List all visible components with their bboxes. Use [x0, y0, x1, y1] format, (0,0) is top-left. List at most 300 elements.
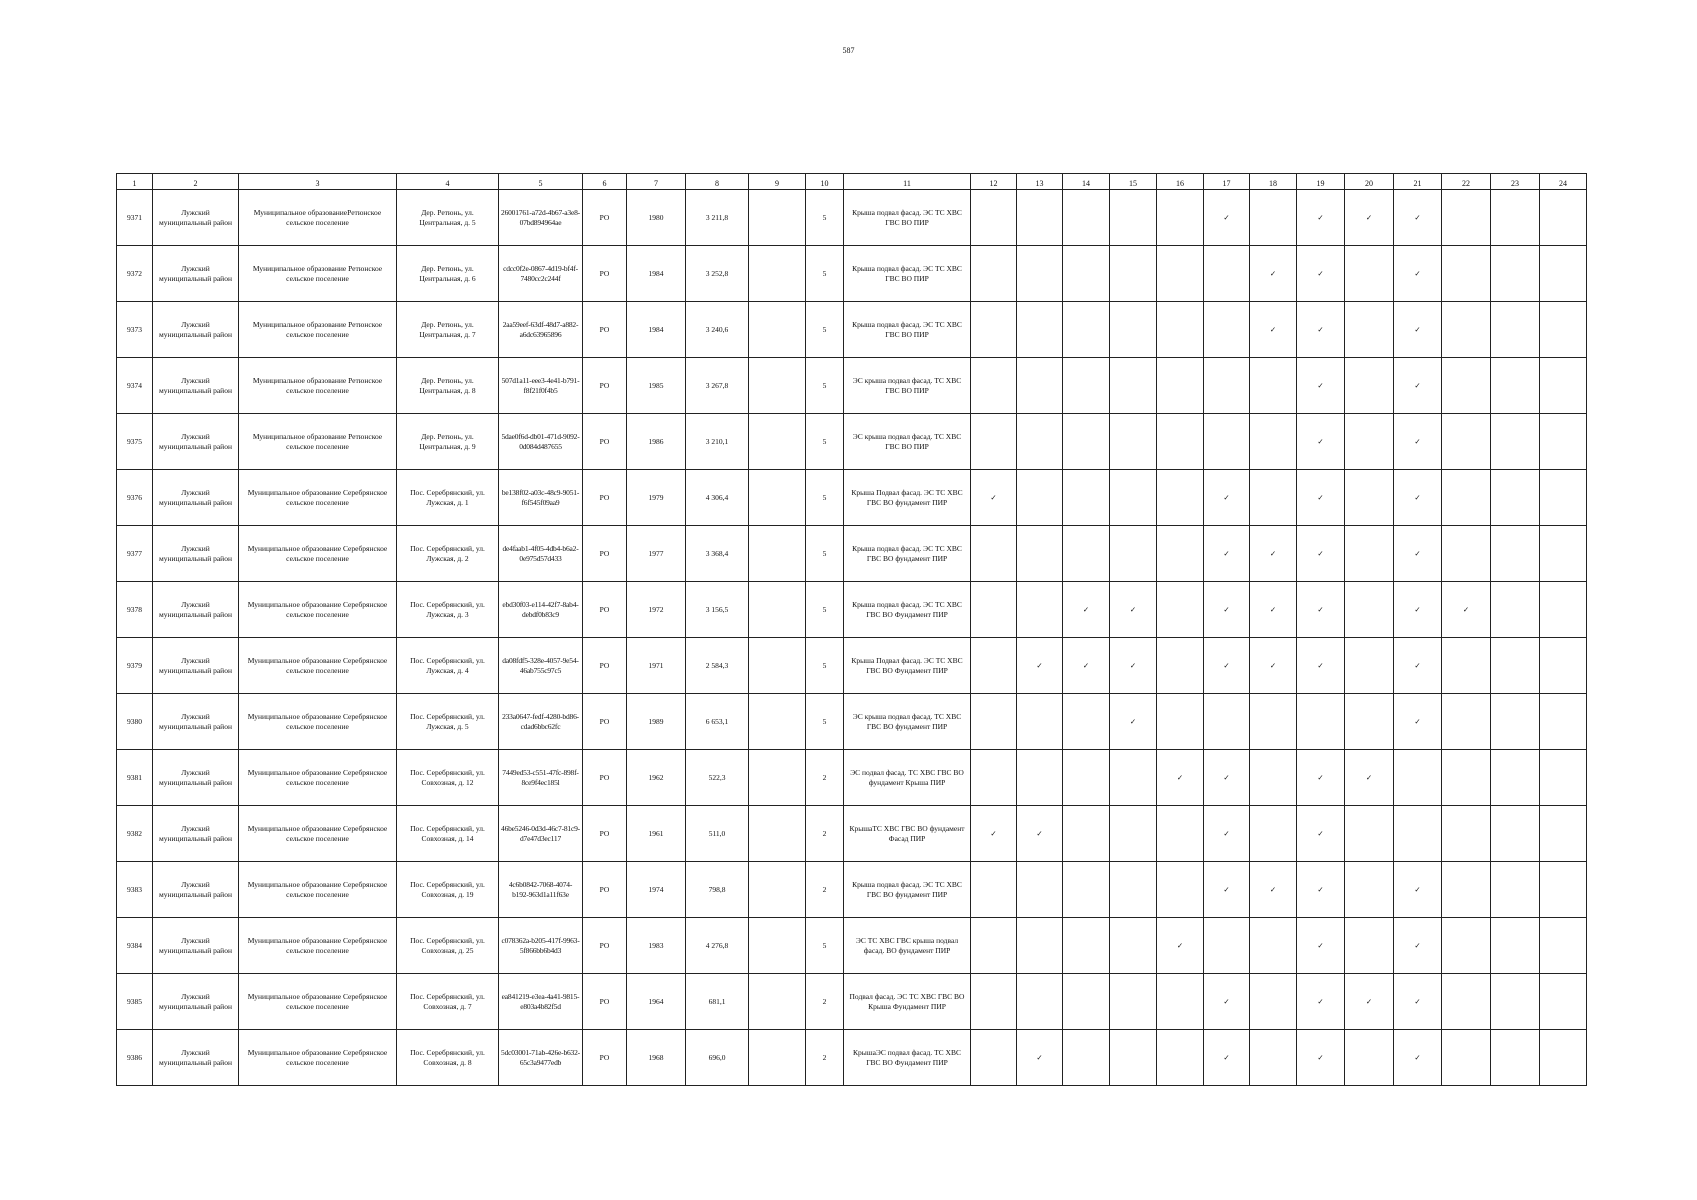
work-column-24-cell [1540, 806, 1587, 862]
row-number: 9375 [117, 414, 153, 470]
works-cell: Крыша подвал фасад. ЭС ТС ХВС ГВС ВО фундамент ПИР [844, 862, 971, 918]
row-number: 9371 [117, 190, 153, 246]
work-column-14-cell [1063, 694, 1110, 750]
work-column-13-cell [1017, 302, 1063, 358]
work-column-17-cell [1204, 918, 1250, 974]
work-column-20-cell [1345, 918, 1394, 974]
work-column-24-cell [1540, 1030, 1587, 1086]
work-column-24-cell [1540, 470, 1587, 526]
work-column-15-cell [1110, 246, 1157, 302]
municipality-cell: Муниципальное образованиеРетюнское сельское поселение [239, 190, 397, 246]
district-cell: Лужский муниципальный район [153, 582, 239, 638]
check-mark-icon: ✓ [1297, 862, 1345, 918]
column-9-cell [749, 918, 806, 974]
work-column-13-cell [1017, 582, 1063, 638]
district-cell: Лужский муниципальный район [153, 918, 239, 974]
work-column-18-cell [1250, 918, 1297, 974]
column-header: 4 [397, 174, 499, 190]
column-9-cell [749, 246, 806, 302]
check-mark-icon: ✓ [1345, 190, 1394, 246]
work-column-13-cell [1017, 750, 1063, 806]
work-column-16-cell [1157, 806, 1204, 862]
check-mark-icon: ✓ [1297, 806, 1345, 862]
management-type-cell: РО [583, 526, 627, 582]
district-cell: Лужский муниципальный район [153, 470, 239, 526]
floors-cell: 2 [806, 750, 844, 806]
works-cell: ЭС подвал фасад. ТС ХВС ГВС ВО фундамент Крыша ПИР [844, 750, 971, 806]
municipality-cell: Муниципальное образование Ретюнское сельское поселение [239, 414, 397, 470]
year-cell: 1979 [627, 470, 686, 526]
check-mark-icon: ✓ [1394, 862, 1442, 918]
area-cell: 6 653,1 [686, 694, 749, 750]
work-column-23-cell [1491, 806, 1540, 862]
address-cell: Дер. Ретюнь, ул. Центральная, д. 8 [397, 358, 499, 414]
work-column-15-cell [1110, 918, 1157, 974]
work-column-12-cell [971, 638, 1017, 694]
column-header: 9 [749, 174, 806, 190]
district-cell: Лужский муниципальный район [153, 750, 239, 806]
work-column-24-cell [1540, 638, 1587, 694]
work-column-12-cell [971, 526, 1017, 582]
floors-cell: 2 [806, 806, 844, 862]
work-column-12-cell [971, 918, 1017, 974]
district-cell: Лужский муниципальный район [153, 526, 239, 582]
house-id-cell: 507d1a11-eee3-4e41-b791-f8f21f0f4b5 [499, 358, 583, 414]
area-cell: 3 210,1 [686, 414, 749, 470]
check-mark-icon: ✓ [1394, 526, 1442, 582]
municipality-cell: Муниципальное образование Серебрянское сельское поселение [239, 694, 397, 750]
row-number: 9379 [117, 638, 153, 694]
table-row [117, 190, 1587, 246]
floors-cell: 5 [806, 638, 844, 694]
work-column-16-cell [1157, 246, 1204, 302]
municipality-cell: Муниципальное образование Серебрянское сельское поселение [239, 862, 397, 918]
year-cell: 1961 [627, 806, 686, 862]
work-column-20-cell [1345, 470, 1394, 526]
column-header: 22 [1442, 174, 1491, 190]
work-column-23-cell [1491, 526, 1540, 582]
municipality-cell: Муниципальное образование Серебрянское сельское поселение [239, 918, 397, 974]
column-header: 21 [1394, 174, 1442, 190]
management-type-cell: РО [583, 470, 627, 526]
house-id-cell: be138f02-a03c-48c9-9051-f6f545f09aa9 [499, 470, 583, 526]
work-column-12-cell [971, 974, 1017, 1030]
management-type-cell: РО [583, 1030, 627, 1086]
works-cell: Крыша подвал фасад. ЭС ТС ХВС ГВС ВО ПИР [844, 246, 971, 302]
column-9-cell [749, 302, 806, 358]
floors-cell: 2 [806, 974, 844, 1030]
table-row [117, 414, 1587, 470]
work-column-24-cell [1540, 414, 1587, 470]
check-mark-icon: ✓ [1204, 974, 1250, 1030]
municipality-cell: Муниципальное образование Серебрянское сельское поселение [239, 1030, 397, 1086]
table-row [117, 582, 1587, 638]
check-mark-icon: ✓ [1394, 918, 1442, 974]
year-cell: 1977 [627, 526, 686, 582]
check-mark-icon: ✓ [1394, 470, 1442, 526]
district-cell: Лужский муниципальный район [153, 190, 239, 246]
column-header: 3 [239, 174, 397, 190]
check-mark-icon: ✓ [1250, 862, 1297, 918]
area-cell: 3 368,4 [686, 526, 749, 582]
work-column-20-cell [1345, 806, 1394, 862]
work-column-18-cell [1250, 1030, 1297, 1086]
floors-cell: 5 [806, 414, 844, 470]
check-mark-icon: ✓ [1017, 806, 1063, 862]
check-mark-icon: ✓ [1297, 638, 1345, 694]
work-column-22-cell [1442, 358, 1491, 414]
work-column-23-cell [1491, 582, 1540, 638]
column-header: 20 [1345, 174, 1394, 190]
address-cell: Пос. Серебрянский, ул. Совхозная, д. 7 [397, 974, 499, 1030]
works-cell: ЭС крыша подвал фасад. ТС ХВС ГВС ВО ПИР [844, 358, 971, 414]
table-row [117, 974, 1587, 1030]
work-column-22-cell [1442, 918, 1491, 974]
check-mark-icon: ✓ [1297, 582, 1345, 638]
page-number: 587 [842, 46, 855, 55]
check-mark-icon: ✓ [1394, 974, 1442, 1030]
management-type-cell: РО [583, 358, 627, 414]
column-header: 19 [1297, 174, 1345, 190]
work-column-17-cell [1204, 414, 1250, 470]
works-cell: Крыша подвал фасад. ЭС ТС ХВС ГВС ВО ПИР [844, 302, 971, 358]
house-id-cell: c078362a-b205-417f-9963-5f866bb6b4d3 [499, 918, 583, 974]
municipality-cell: Муниципальное образование Серебрянское сельское поселение [239, 974, 397, 1030]
check-mark-icon: ✓ [1297, 470, 1345, 526]
table-row [117, 302, 1587, 358]
house-id-cell: 2aa59eef-63df-48d7-a882-a6dc63965896 [499, 302, 583, 358]
work-column-14-cell [1063, 358, 1110, 414]
work-column-14-cell [1063, 526, 1110, 582]
row-number: 9377 [117, 526, 153, 582]
work-column-18-cell [1250, 694, 1297, 750]
work-column-22-cell [1442, 862, 1491, 918]
address-cell: Пос. Серебрянский, ул. Лужская, д. 5 [397, 694, 499, 750]
area-cell: 3 252,8 [686, 246, 749, 302]
column-header: 7 [627, 174, 686, 190]
work-column-14-cell [1063, 246, 1110, 302]
work-column-18-cell [1250, 414, 1297, 470]
works-cell: Крыша подвал фасад. ЭС ТС ХВС ГВС ВО фундамент ПИР [844, 526, 971, 582]
check-mark-icon: ✓ [1204, 470, 1250, 526]
column-9-cell [749, 470, 806, 526]
column-9-cell [749, 862, 806, 918]
check-mark-icon: ✓ [1394, 694, 1442, 750]
check-mark-icon: ✓ [1297, 526, 1345, 582]
check-mark-icon: ✓ [1297, 246, 1345, 302]
row-number: 9384 [117, 918, 153, 974]
work-column-12-cell [971, 246, 1017, 302]
table-body [117, 190, 1587, 1086]
column-9-cell [749, 414, 806, 470]
area-cell: 3 211,8 [686, 190, 749, 246]
management-type-cell: РО [583, 694, 627, 750]
work-column-23-cell [1491, 750, 1540, 806]
municipality-cell: Муниципальное образование Серебрянское сельское поселение [239, 526, 397, 582]
works-cell: Крыша Подвал фасад. ЭС ТС ХВС ГВС ВО фундамент ПИР [844, 470, 971, 526]
work-column-12-cell [971, 694, 1017, 750]
column-header: 1 [117, 174, 153, 190]
work-column-17-cell [1204, 358, 1250, 414]
address-cell: Дер. Ретюнь, ул. Центральная, д. 5 [397, 190, 499, 246]
work-column-14-cell [1063, 414, 1110, 470]
column-9-cell [749, 582, 806, 638]
work-column-22-cell [1442, 190, 1491, 246]
work-column-23-cell [1491, 1030, 1540, 1086]
work-column-16-cell [1157, 582, 1204, 638]
area-cell: 4 276,8 [686, 918, 749, 974]
municipality-cell: Муниципальное образование Серебрянское сельское поселение [239, 470, 397, 526]
work-column-12-cell [971, 862, 1017, 918]
house-id-cell: ea841219-e3ea-4a41-9815-e803a4b82f5d [499, 974, 583, 1030]
address-cell: Пос. Серебрянский, ул. Совхозная, д. 12 [397, 750, 499, 806]
column-header: 10 [806, 174, 844, 190]
year-cell: 1980 [627, 190, 686, 246]
works-cell: КрышаТС ХВС ГВС ВО фундамент Фасад ПИР [844, 806, 971, 862]
work-column-23-cell [1491, 358, 1540, 414]
area-cell: 681,1 [686, 974, 749, 1030]
work-column-20-cell [1345, 1030, 1394, 1086]
work-column-14-cell [1063, 302, 1110, 358]
column-9-cell [749, 806, 806, 862]
work-column-14-cell [1063, 1030, 1110, 1086]
work-column-13-cell [1017, 526, 1063, 582]
check-mark-icon: ✓ [1157, 750, 1204, 806]
check-mark-icon: ✓ [971, 806, 1017, 862]
check-mark-icon: ✓ [1250, 526, 1297, 582]
works-cell: Крыша Подвал фасад. ЭС ТС ХВС ГВС ВО Фундамент ПИР [844, 638, 971, 694]
work-column-14-cell [1063, 918, 1110, 974]
work-column-22-cell [1442, 974, 1491, 1030]
address-cell: Пос. Серебрянский, ул. Совхозная, д. 8 [397, 1030, 499, 1086]
check-mark-icon: ✓ [1394, 582, 1442, 638]
table-row [117, 918, 1587, 974]
work-column-23-cell [1491, 470, 1540, 526]
check-mark-icon: ✓ [1204, 638, 1250, 694]
address-cell: Дер. Ретюнь, ул. Центральная, д. 9 [397, 414, 499, 470]
check-mark-icon: ✓ [1204, 750, 1250, 806]
check-mark-icon: ✓ [1297, 918, 1345, 974]
district-cell: Лужский муниципальный район [153, 414, 239, 470]
year-cell: 1962 [627, 750, 686, 806]
work-column-16-cell [1157, 526, 1204, 582]
work-column-24-cell [1540, 526, 1587, 582]
work-column-20-cell [1345, 582, 1394, 638]
work-column-15-cell [1110, 358, 1157, 414]
work-column-13-cell [1017, 358, 1063, 414]
municipality-cell: Муниципальное образование Серебрянское сельское поселение [239, 638, 397, 694]
floors-cell: 5 [806, 246, 844, 302]
work-column-14-cell [1063, 862, 1110, 918]
work-column-22-cell [1442, 1030, 1491, 1086]
house-id-cell: da08fdf5-328e-4057-9e54-46ab755c97c5 [499, 638, 583, 694]
work-column-20-cell [1345, 638, 1394, 694]
check-mark-icon: ✓ [1017, 1030, 1063, 1086]
district-cell: Лужский муниципальный район [153, 974, 239, 1030]
district-cell: Лужский муниципальный район [153, 302, 239, 358]
work-column-14-cell [1063, 750, 1110, 806]
year-cell: 1972 [627, 582, 686, 638]
table-row [117, 358, 1587, 414]
work-column-12-cell [971, 750, 1017, 806]
check-mark-icon: ✓ [1297, 974, 1345, 1030]
year-cell: 1983 [627, 918, 686, 974]
column-header: 23 [1491, 174, 1540, 190]
municipality-cell: Муниципальное образование Серебрянское сельское поселение [239, 806, 397, 862]
works-cell: КрышаЭС подвал фасад. ТС ХВС ГВС ВО Фундамент ПИР [844, 1030, 971, 1086]
floors-cell: 5 [806, 918, 844, 974]
house-id-cell: cdcc0f2e-0867-4d19-bf4f-7480cc2c244f [499, 246, 583, 302]
work-column-14-cell [1063, 190, 1110, 246]
check-mark-icon: ✓ [1394, 190, 1442, 246]
work-column-22-cell [1442, 750, 1491, 806]
work-column-18-cell [1250, 190, 1297, 246]
year-cell: 1974 [627, 862, 686, 918]
column-header: 8 [686, 174, 749, 190]
municipality-cell: Муниципальное образование Ретюнское сельское поселение [239, 358, 397, 414]
column-9-cell [749, 358, 806, 414]
work-column-19-cell [1297, 694, 1345, 750]
check-mark-icon: ✓ [1204, 806, 1250, 862]
floors-cell: 5 [806, 582, 844, 638]
work-column-16-cell [1157, 694, 1204, 750]
address-cell: Пос. Серебрянский, ул. Совхозная, д. 25 [397, 918, 499, 974]
work-column-16-cell [1157, 638, 1204, 694]
management-type-cell: РО [583, 190, 627, 246]
work-column-16-cell [1157, 974, 1204, 1030]
work-column-24-cell [1540, 358, 1587, 414]
check-mark-icon: ✓ [1204, 862, 1250, 918]
work-column-14-cell [1063, 806, 1110, 862]
work-column-22-cell [1442, 414, 1491, 470]
column-header: 2 [153, 174, 239, 190]
column-header: 12 [971, 174, 1017, 190]
registry-table [116, 173, 1587, 1086]
check-mark-icon: ✓ [1297, 1030, 1345, 1086]
check-mark-icon: ✓ [1110, 638, 1157, 694]
work-column-13-cell [1017, 918, 1063, 974]
floors-cell: 2 [806, 1030, 844, 1086]
work-column-22-cell [1442, 526, 1491, 582]
floors-cell: 2 [806, 862, 844, 918]
district-cell: Лужский муниципальный район [153, 246, 239, 302]
row-number: 9376 [117, 470, 153, 526]
work-column-22-cell [1442, 246, 1491, 302]
work-column-15-cell [1110, 862, 1157, 918]
check-mark-icon: ✓ [1394, 414, 1442, 470]
management-type-cell: РО [583, 918, 627, 974]
area-cell: 696,0 [686, 1030, 749, 1086]
floors-cell: 5 [806, 470, 844, 526]
floors-cell: 5 [806, 694, 844, 750]
check-mark-icon: ✓ [1345, 974, 1394, 1030]
table-row [117, 750, 1587, 806]
check-mark-icon: ✓ [1297, 190, 1345, 246]
work-column-18-cell [1250, 974, 1297, 1030]
work-column-24-cell [1540, 862, 1587, 918]
check-mark-icon: ✓ [1345, 750, 1394, 806]
area-cell: 798,8 [686, 862, 749, 918]
work-column-22-cell [1442, 470, 1491, 526]
municipality-cell: Муниципальное образование Ретюнское сельское поселение [239, 302, 397, 358]
year-cell: 1984 [627, 302, 686, 358]
column-9-cell [749, 638, 806, 694]
work-column-12-cell [971, 190, 1017, 246]
work-column-20-cell [1345, 414, 1394, 470]
work-column-23-cell [1491, 638, 1540, 694]
work-column-23-cell [1491, 190, 1540, 246]
row-number: 9372 [117, 246, 153, 302]
work-column-15-cell [1110, 302, 1157, 358]
work-column-12-cell [971, 414, 1017, 470]
check-mark-icon: ✓ [1250, 638, 1297, 694]
work-column-21-cell [1394, 750, 1442, 806]
check-mark-icon: ✓ [1204, 582, 1250, 638]
house-id-cell: ebd30f03-e114-42f7-8ab4-debdf0b83c9 [499, 582, 583, 638]
work-column-15-cell [1110, 526, 1157, 582]
work-column-16-cell [1157, 190, 1204, 246]
work-column-24-cell [1540, 750, 1587, 806]
municipality-cell: Муниципальное образование Ретюнское сельское поселение [239, 246, 397, 302]
works-cell: Крыша подвал фасад. ЭС ТС ХВС ГВС ВО ПИР [844, 190, 971, 246]
house-id-cell: de4faab1-4f05-4db4-b6a2-0e975d57d433 [499, 526, 583, 582]
column-header: 15 [1110, 174, 1157, 190]
year-cell: 1971 [627, 638, 686, 694]
work-column-24-cell [1540, 246, 1587, 302]
work-column-24-cell [1540, 582, 1587, 638]
work-column-20-cell [1345, 526, 1394, 582]
work-column-20-cell [1345, 694, 1394, 750]
column-header: 16 [1157, 174, 1204, 190]
work-column-22-cell [1442, 302, 1491, 358]
work-column-16-cell [1157, 302, 1204, 358]
area-cell: 4 306,4 [686, 470, 749, 526]
works-cell: Подвал фасад. ЭС ТС ХВС ГВС ВО Крыша Фундамент ПИР [844, 974, 971, 1030]
check-mark-icon: ✓ [1063, 638, 1110, 694]
area-cell: 3 156,5 [686, 582, 749, 638]
house-id-cell: 4c6b0842-7068-4074-b192-963d1a11f63e [499, 862, 583, 918]
row-number: 9381 [117, 750, 153, 806]
floors-cell: 5 [806, 302, 844, 358]
work-column-15-cell [1110, 1030, 1157, 1086]
check-mark-icon: ✓ [1157, 918, 1204, 974]
work-column-13-cell [1017, 862, 1063, 918]
check-mark-icon: ✓ [1394, 246, 1442, 302]
work-column-23-cell [1491, 694, 1540, 750]
table-row [117, 470, 1587, 526]
work-column-16-cell [1157, 470, 1204, 526]
column-9-cell [749, 974, 806, 1030]
floors-cell: 5 [806, 526, 844, 582]
table-row [117, 806, 1587, 862]
work-column-24-cell [1540, 918, 1587, 974]
house-id-cell: 5dc03001-71ab-426e-b632-65c3a9477edb [499, 1030, 583, 1086]
house-id-cell: 7449ed53-c551-47fc-898f-8ce9f4ec185l [499, 750, 583, 806]
district-cell: Лужский муниципальный район [153, 638, 239, 694]
check-mark-icon: ✓ [1394, 358, 1442, 414]
work-column-23-cell [1491, 974, 1540, 1030]
area-cell: 3 240,6 [686, 302, 749, 358]
row-number: 9386 [117, 1030, 153, 1086]
column-9-cell [749, 750, 806, 806]
address-cell: Дер. Ретюнь, ул. Центральная, д. 6 [397, 246, 499, 302]
column-header: 6 [583, 174, 627, 190]
work-column-17-cell [1204, 694, 1250, 750]
table-row [117, 1030, 1587, 1086]
row-number: 9380 [117, 694, 153, 750]
management-type-cell: РО [583, 974, 627, 1030]
district-cell: Лужский муниципальный район [153, 358, 239, 414]
